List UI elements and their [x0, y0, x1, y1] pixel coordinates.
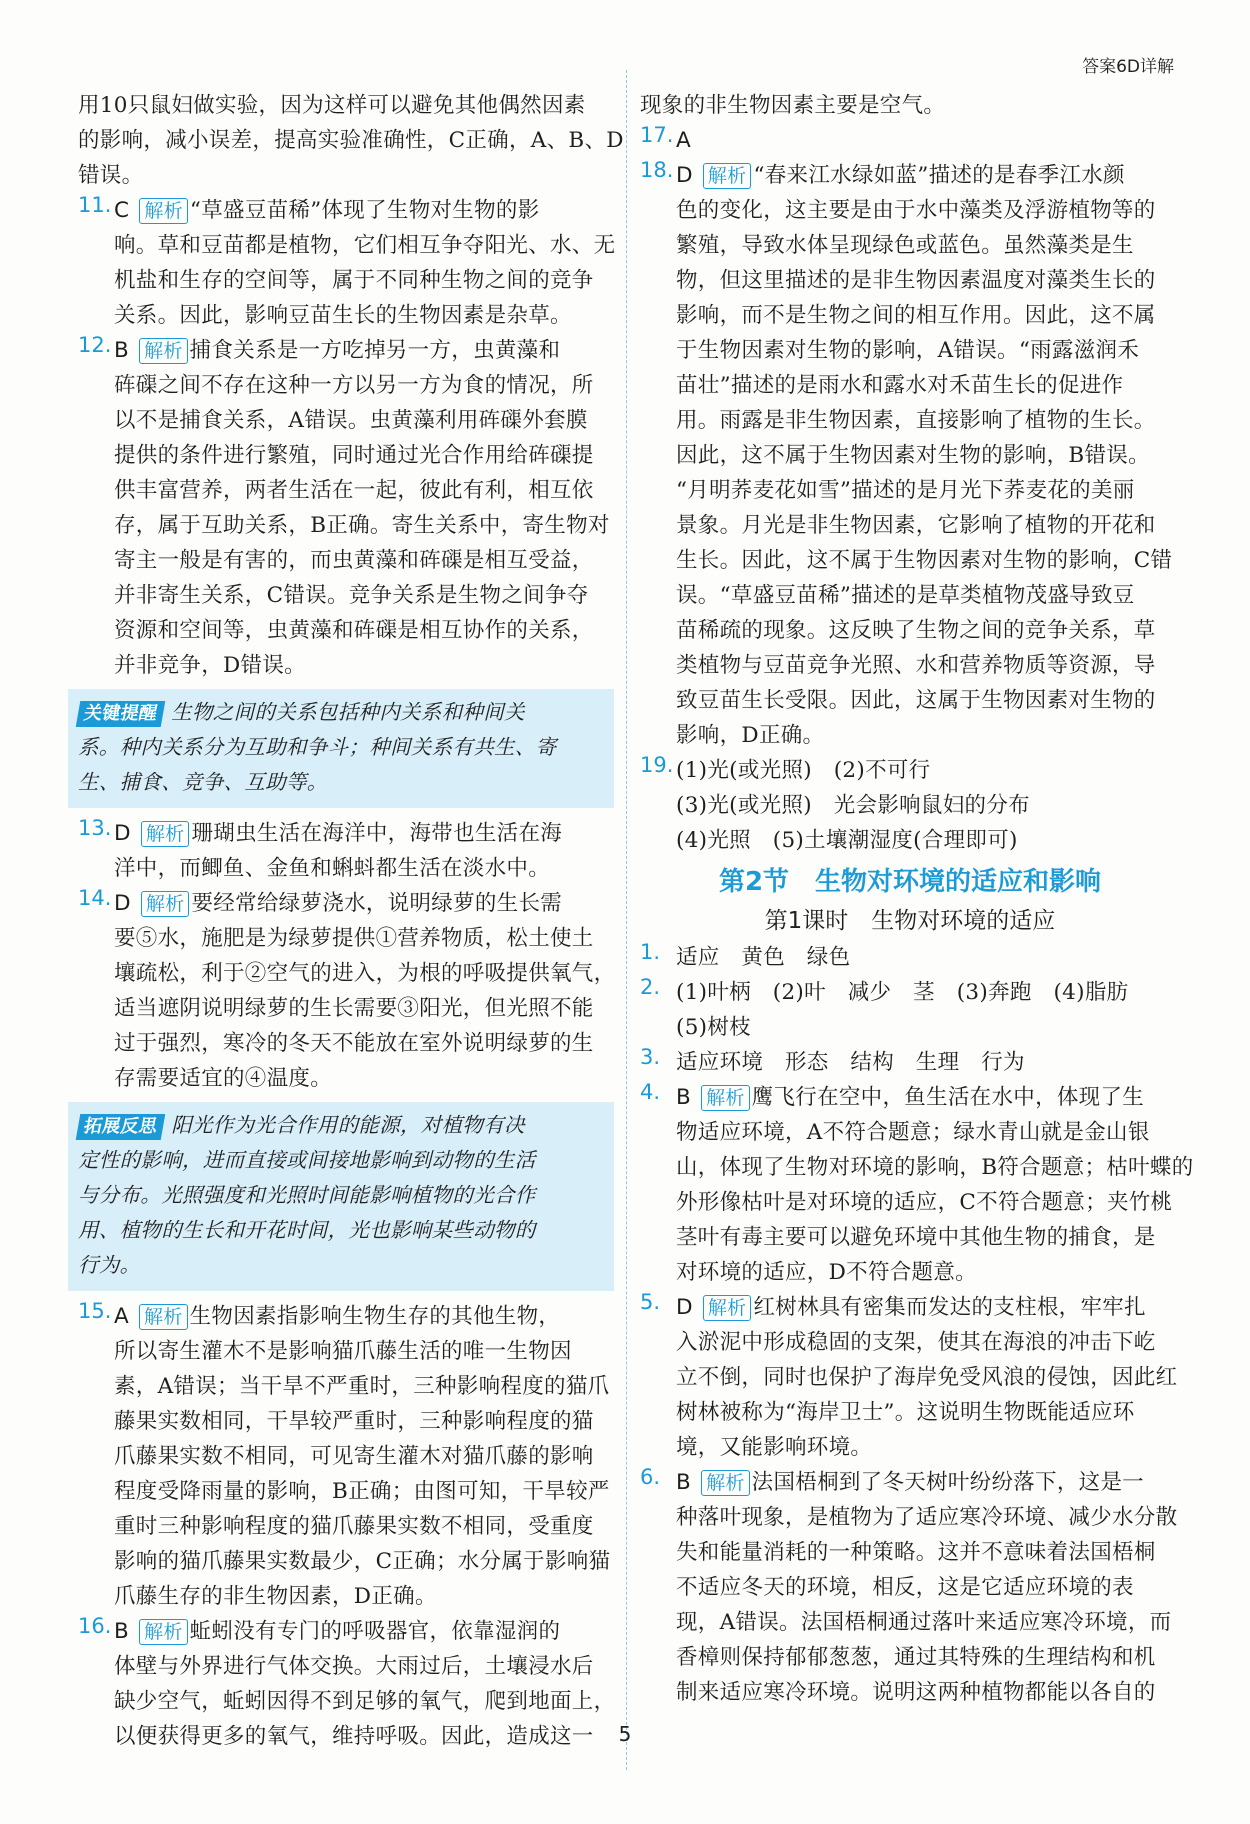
q16-continuation: 现象的非生物因素主要是空气。 — [640, 93, 946, 118]
analysis-tag: 解析 — [701, 1470, 750, 1496]
question-17 — [640, 123, 1180, 158]
analysis-tag: 解析 — [139, 338, 188, 364]
analysis-tag: 解析 — [703, 1295, 752, 1321]
text-line: 爪藤生存的非生物因素，D正确。 — [114, 1584, 437, 1609]
text-line: 苗壮”描述的是雨水和露水对禾苗生长的促进作 — [676, 373, 1124, 398]
text-line: 生、捕食、竞争、互助等。 — [78, 770, 328, 794]
text-line: 生长。因此，这不属于生物因素对生物的影响，C错 — [676, 548, 1173, 573]
question-number: 11. — [78, 193, 112, 217]
answer-letter: B — [676, 1085, 692, 1110]
text-line: 缺少空气，蚯蚓因得不到足够的氧气，爬到地面上， — [114, 1689, 616, 1714]
answer-letter: B — [676, 1470, 692, 1495]
text-line: 生物之间的关系包括种内关系和种间关 — [171, 700, 525, 724]
section-title: 第2节 生物对环境的适应和影响 — [718, 867, 1102, 897]
text-line: “草盛豆苗稀”体现了生物对生物的影 — [189, 198, 540, 223]
text-line: 用、植物的生长和开花时间，光也影响某些动物的 — [78, 1218, 536, 1242]
text-line: (1)叶柄 (2)叶 减少 茎 (3)奔跑 (4)脂肪 — [676, 980, 1129, 1005]
text-line: 适应环境 形态 结构 生理 行为 — [676, 1050, 1025, 1075]
text-line: 阳光作为光合作用的能源，对植物有决 — [171, 1113, 525, 1137]
question-number: 12. — [78, 333, 112, 357]
text-line: 系。种内关系分为互助和争斗；种间关系有共生、寄 — [78, 735, 557, 759]
question-5 — [640, 1290, 1180, 1465]
text-line: 并非寄生关系，C错误。竞争关系是生物之间争夺 — [114, 583, 589, 608]
text-line: 繁殖，导致水体呈现绿色或蓝色。虽然藻类是生 — [676, 233, 1134, 258]
text-line: 制来适应寒冷环境。说明这两种植物都能以各自的 — [676, 1680, 1156, 1705]
text-line: 与分布。光照强度和光照时间能影响植物的光合作 — [78, 1183, 536, 1207]
answer-letter: D — [114, 821, 131, 846]
text-line: 茎叶有毒主要可以避免环境中其他生物的捕食，是 — [676, 1225, 1156, 1250]
text-line: 供丰富营养，两者生活在一起，彼此有利，相互依 — [114, 478, 594, 503]
analysis-tag: 解析 — [139, 1304, 188, 1330]
text-line: 影响的猫爪藤果实数最少，C正确；水分属于影响猫 — [114, 1549, 611, 1574]
text-line: 错误。 — [78, 163, 144, 188]
right-column — [640, 88, 1194, 1710]
question-14 — [78, 886, 616, 1096]
text-line: “春来江水绿如蓝”描述的是春季江水颜 — [753, 163, 1125, 188]
question-19 — [640, 753, 1180, 858]
question-number: 15. — [78, 1299, 112, 1323]
text-line: 砗磲之间不存在这种一方以另一方为食的情况，所 — [114, 373, 594, 398]
text-line: “月明荞麦花如雪”描述的是月光下荞麦花的美丽 — [676, 478, 1135, 503]
text-line: 要经常给绿萝浇水，说明绿萝的生长需 — [191, 891, 563, 916]
text-line: 用10只鼠妇做实验，因为这样可以避免其他偶然因素 — [78, 93, 586, 118]
analysis-tag: 解析 — [139, 1619, 188, 1645]
question-15 — [78, 1299, 611, 1614]
question-number: 13. — [78, 816, 112, 840]
text-line: 过于强烈，寒冷的冬天不能放在室外说明绿萝的生 — [114, 1031, 594, 1056]
text-line: 红树林具有密集而发达的支柱根，牢牢扎 — [753, 1295, 1146, 1320]
text-line: 适当遮阴说明绿萝的生长需要③阳光，但光照不能 — [114, 996, 594, 1021]
text-line: 体壁与外界进行气体交换。大雨过后，土壤浸水后 — [114, 1654, 594, 1679]
text-line: 影响，而不是生物之间的相互作用。因此，这不属 — [676, 303, 1156, 328]
text-line: 藤果实数相同，干旱较严重时，三种影响程度的猫 — [114, 1409, 594, 1434]
text-line: 捕食关系是一方吃掉另一方，虫黄藻和 — [189, 338, 561, 363]
text-line: 以不是捕食关系，A错误。虫黄藻利用砗磲外套膜 — [114, 408, 588, 433]
text-line: 珊瑚虫生活在海洋中，海带也生活在海 — [191, 821, 563, 846]
text-line: 存需要适宜的④温度。 — [114, 1066, 333, 1091]
text-line: 鹰飞行在空中，鱼生活在水中，体现了生 — [751, 1085, 1145, 1110]
text-line: 对环境的适应，D不符合题意。 — [676, 1260, 977, 1285]
question-4 — [640, 1080, 1194, 1290]
answer-letter: A — [114, 1304, 130, 1329]
question-6 — [640, 1465, 1180, 1710]
box-label: 拓展反思 — [76, 1114, 166, 1140]
text-line: (1)光(或光照) (2)不可行 — [676, 758, 931, 783]
text-line: 爪藤果实数不相同，可见寄生灌木对猫爪藤的影响 — [114, 1444, 594, 1469]
text-line: 并非竞争，D错误。 — [114, 653, 306, 678]
text-line: 的影响，减小误差，提高实验准确性，C正确，A、B、D — [78, 128, 624, 153]
text-line: 苗稀疏的现象。这反映了生物之间的竞争关系，草 — [676, 618, 1156, 643]
question-11 — [78, 193, 616, 333]
answer-letter: B — [114, 338, 130, 363]
question-number: 19. — [640, 753, 674, 777]
page-number: 5 — [618, 1722, 632, 1746]
text-line: 生物因素指影响生物生存的其他生物， — [189, 1304, 561, 1329]
text-line: 于生物因素对生物的影响，A错误。“雨露滋润禾 — [676, 338, 1140, 363]
text-line: 重时三种影响程度的猫爪藤果实数不相同，受重度 — [114, 1514, 594, 1539]
analysis-tag: 解析 — [141, 821, 190, 847]
text-line: 适应 黄色 绿色 — [676, 945, 851, 970]
text-line: 因此，这不属于生物因素对生物的影响，B错误。 — [676, 443, 1150, 468]
text-line: 树林被称为“海岸卫士”。这说明生物既能适应环 — [676, 1400, 1135, 1425]
text-line: 提供的条件进行繁殖，同时通过光合作用给砗磲提 — [114, 443, 594, 468]
text-line: 蚯蚓没有专门的呼吸器官，依靠湿润的 — [189, 1619, 561, 1644]
question-number: 18. — [640, 158, 674, 182]
analysis-tag: 解析 — [139, 198, 188, 224]
analysis-tag: 解析 — [141, 891, 190, 917]
text-line: 行为。 — [78, 1253, 141, 1277]
analysis-tag: 解析 — [703, 163, 752, 189]
text-line: 类植物与豆苗竞争光照、水和营养物质等资源，导 — [676, 653, 1156, 678]
left-column — [78, 88, 624, 1754]
text-line: (4)光照 (5)土壤潮湿度(合理即可) — [676, 828, 1018, 853]
text-line: (3)光(或光照) 光会影响鼠妇的分布 — [676, 793, 1030, 818]
text-line: 洋中，而鲫鱼、金鱼和蝌蚪都生活在淡水中。 — [114, 856, 551, 881]
extension-reflection-box — [68, 1102, 614, 1291]
text-line: 物适应环境，A不符合题意；绿水青山就是金山银 — [676, 1120, 1150, 1145]
analysis-tag: 解析 — [701, 1085, 750, 1111]
text-line: 山，体现了生物对环境的影响，B符合题意；枯叶蝶的 — [676, 1155, 1194, 1180]
answer-letter: B — [114, 1619, 130, 1644]
text-line: 种落叶现象，是植物为了适应寒冷环境、减少水分散 — [676, 1505, 1178, 1530]
question-1 — [640, 940, 1180, 975]
question-number: 6. — [640, 1465, 661, 1489]
text-line: 壤疏松，利于②空气的进入，为根的呼吸提供氧气， — [114, 961, 616, 986]
text-line: 机盐和生存的空间等，属于不同种生物之间的竞争 — [114, 268, 594, 293]
answer-letter: A — [676, 128, 692, 153]
text-line: 景象。月光是非生物因素，它影响了植物的开花和 — [676, 513, 1156, 538]
answer-letter: C — [114, 198, 130, 223]
question-number: 16. — [78, 1614, 112, 1638]
text-line: 定性的影响，进而直接或间接地影响到动物的生活 — [78, 1148, 536, 1172]
text-line: 程度受降雨量的影响，B正确；由图可知，干旱较严 — [114, 1479, 610, 1504]
text-line: 所以寄生灌木不是影响猫爪藤生活的唯一生物因 — [114, 1339, 572, 1364]
text-line: 寄主一般是有害的，而虫黄藻和砗磲是相互受益， — [114, 548, 594, 573]
text-line: 失和能量消耗的一种策略。这并不意味着法国梧桐 — [676, 1540, 1156, 1565]
text-line: 法国梧桐到了冬天树叶纷纷落下，这是一 — [751, 1470, 1145, 1495]
question-18 — [640, 158, 1180, 753]
header-label: 答案6D详解 — [1082, 57, 1174, 77]
question-number: 4. — [640, 1080, 661, 1104]
text-line: 致豆苗生长受限。因此，这属于生物因素对生物的 — [676, 688, 1156, 713]
text-line: 物，但这里描述的是非生物因素温度对藻类生长的 — [676, 268, 1156, 293]
question-13 — [78, 816, 608, 886]
text-line: 要⑤水，施肥是为绿萝提供①营养物质，松土使土 — [114, 926, 594, 951]
lesson-title: 第1课时 生物对环境的适应 — [764, 908, 1056, 934]
answer-letter: D — [114, 891, 131, 916]
q10-continuation — [78, 88, 624, 193]
question-number: 17. — [640, 123, 674, 147]
question-3 — [640, 1045, 1180, 1080]
question-2 — [640, 975, 1180, 1045]
text-line: 关系。因此，影响豆苗生长的生物因素是杂草。 — [114, 303, 572, 328]
text-line: 用。雨露是非生物因素，直接影响了植物的生长。 — [676, 408, 1156, 433]
question-number: 1. — [640, 940, 661, 964]
text-line: 影响，D正确。 — [676, 723, 825, 748]
text-line: 资源和空间等，虫黄藻和砗磲是相互协作的关系， — [114, 618, 594, 643]
answer-letter: D — [676, 163, 693, 188]
question-number: 5. — [640, 1290, 661, 1314]
answer-letter: D — [676, 1295, 693, 1320]
text-line: 响。草和豆苗都是植物，它们相互争夺阳光、水、无 — [114, 233, 616, 258]
question-12 — [78, 333, 608, 683]
text-line: 不适应冬天的环境，相反，这是它适应环境的表 — [676, 1575, 1134, 1600]
text-line: 入淤泥中形成稳固的支架，使其在海浪的冲击下屹 — [676, 1330, 1156, 1355]
text-line: 外形像枯叶是对环境的适应，C不符合题意；夹竹桃 — [676, 1190, 1173, 1215]
text-line: 境，又能影响环境。 — [676, 1435, 873, 1460]
text-line: 以便获得更多的氧气，维持呼吸。因此，造成这一 — [114, 1724, 594, 1749]
column-divider — [626, 70, 627, 1770]
text-line: 存，属于互助关系，B正确。寄生关系中，寄生物对 — [114, 513, 610, 538]
text-line: 立不倒，同时也保护了海岸免受风浪的侵蚀，因此红 — [676, 1365, 1178, 1390]
text-line: (5)树枝 — [676, 1015, 751, 1040]
text-line: 色的变化，这主要是由于水中藻类及浮游植物等的 — [676, 198, 1156, 223]
text-line: 误。“草盛豆苗稀”描述的是草类植物茂盛导致豆 — [676, 583, 1135, 608]
box-label: 关键提醒 — [76, 701, 166, 727]
text-line: 素，A错误；当干旱不严重时，三种影响程度的猫爪 — [114, 1374, 610, 1399]
key-reminder-box — [68, 689, 614, 808]
question-number: 2. — [640, 975, 661, 999]
question-number: 14. — [78, 886, 112, 910]
text-line: 现，A错误。法国梧桐通过落叶来适应寒冷环境，而 — [676, 1610, 1172, 1635]
text-line: 香樟则保持郁郁葱葱，通过其特殊的生理结构和机 — [676, 1645, 1156, 1670]
question-number: 3. — [640, 1045, 661, 1069]
